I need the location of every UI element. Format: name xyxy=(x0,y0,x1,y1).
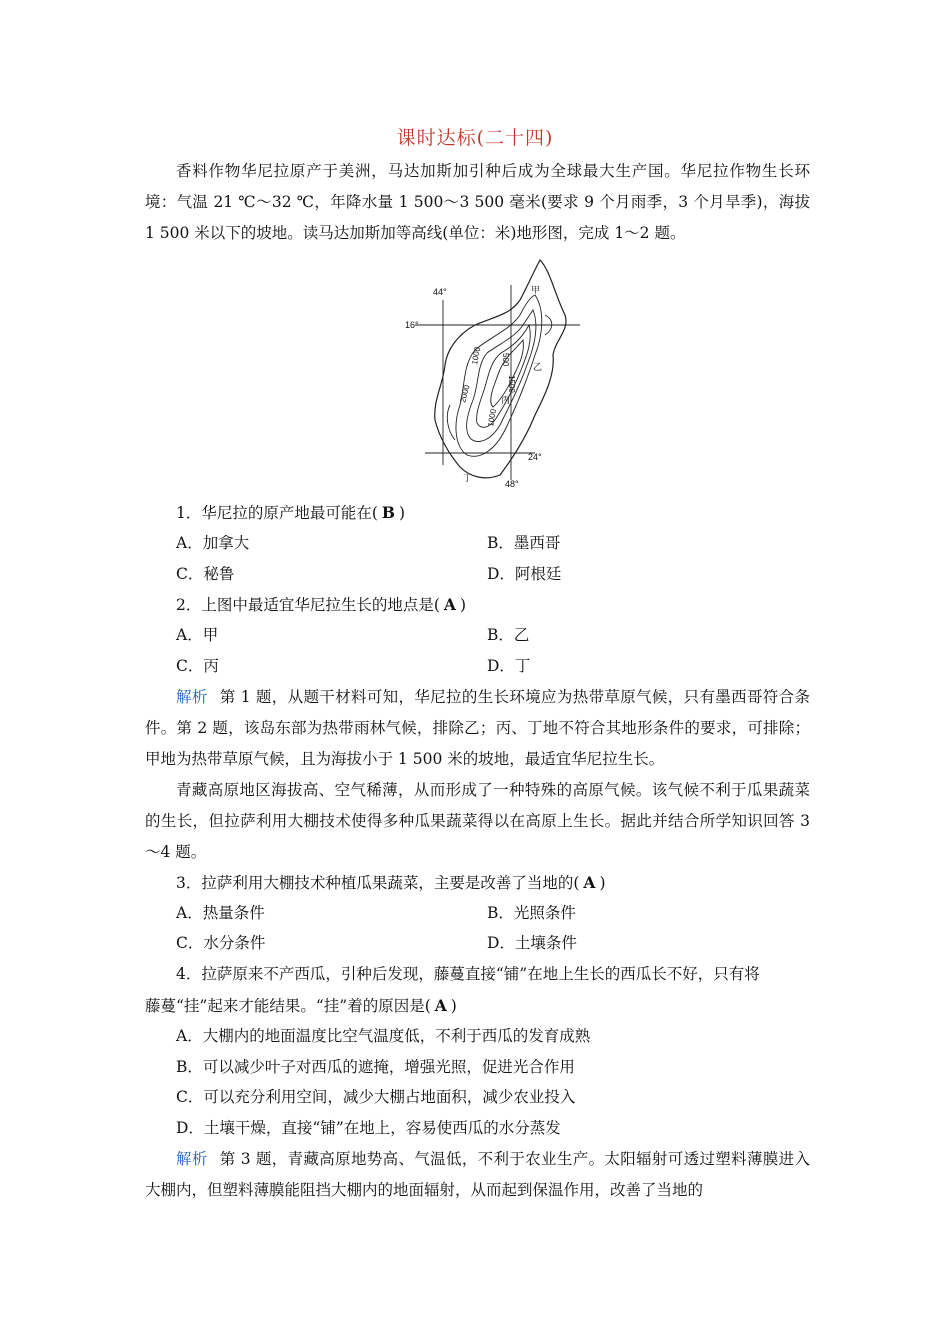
q2-option-b: B．乙 xyxy=(487,626,530,644)
point-jia: 甲 xyxy=(531,285,541,295)
question-4-close: ) xyxy=(450,997,457,1015)
q2-option-a: A．甲 xyxy=(176,626,219,644)
question-4-answer: A xyxy=(434,996,447,1015)
madagascar-contour-map xyxy=(405,255,585,495)
q3-option-b: B．光照条件 xyxy=(487,904,576,922)
explanation-1-label: 解析 xyxy=(176,688,208,706)
label-24: 24° xyxy=(528,452,542,462)
question-3 xyxy=(176,867,606,899)
page-title: 课时达标(二十四) xyxy=(396,127,554,149)
point-yi: 乙 xyxy=(533,362,543,372)
q1-option-d: D．阿根廷 xyxy=(487,565,562,583)
q1-option-b: B．墨西哥 xyxy=(487,534,561,552)
q4-option-b: B．可以减少叶子对西瓜的遮掩，增强光照，促进光合作用 xyxy=(176,1058,575,1076)
q4-option-a: A．大棚内的地面温度比空气温度低，不利于西瓜的发育成熟 xyxy=(176,1027,591,1045)
label-16: 16° xyxy=(405,320,419,330)
point-bing: 丙 xyxy=(501,395,511,405)
contour-label-1000-top: 1000 xyxy=(470,346,483,366)
contour-label-1000: 1000 xyxy=(486,408,499,428)
intro-paragraph-2: 青藏高原地区海拔高、空气稀薄，从而形成了一种特殊的高原气候。该气候不利于瓜果蔬菜的生长，但拉萨利用大棚技术使得多种瓜果蔬菜得以在高原上生长。据此并结合所学知识回答 3～4 题。 xyxy=(145,781,810,861)
question-1-answer: B xyxy=(381,503,396,522)
contour-500 xyxy=(456,295,542,456)
intro-paragraph-1: 香料作物华尼拉原产于美洲，马达加斯加引种后成为全球最大生产国。华尼拉作物生长环境：气温 21 ℃～32 ℃，年降水量 1 500～3 500 毫米(要求 9 个月雨季，3 个月旱季)，海拔 1 500 米以下的坡地。读马达加斯加等高线(单位：米)地形图，完成 1～2 题。 xyxy=(145,162,810,242)
question-2-answer: A xyxy=(443,595,456,614)
q2-option-d: D．丁 xyxy=(487,657,531,675)
question-1-close: ) xyxy=(399,504,406,522)
label-44: 44° xyxy=(433,287,447,297)
question-3-stem: 3．拉萨利用大棚技术种植瓜果蔬菜，主要是改善了当地的( xyxy=(176,874,580,892)
q2-option-c: C．丙 xyxy=(176,657,219,675)
label-48: 48° xyxy=(505,479,519,489)
explanation-2 xyxy=(145,1144,810,1206)
question-3-close: ) xyxy=(599,874,606,892)
q4-option-d: D．土壤干燥，直接“铺”在地上，容易使西瓜的水分蒸发 xyxy=(176,1119,561,1137)
question-1 xyxy=(176,497,405,529)
q3-option-d: D．土壤条件 xyxy=(487,934,577,952)
explanation-2-label: 解析 xyxy=(176,1150,208,1168)
question-4-line-2 xyxy=(145,990,457,1022)
question-4-line-1: 4．拉萨原来不产西瓜，引种后发现，藤蔓直接“铺”在地上生长的西瓜长不好，只有将 xyxy=(176,965,760,983)
q3-option-c: C．水分条件 xyxy=(176,934,266,952)
point-ding: 丁 xyxy=(463,473,473,483)
explanation-1 xyxy=(145,682,810,775)
q1-option-a: A．加拿大 xyxy=(176,534,250,552)
question-3-answer: A xyxy=(583,873,596,892)
question-1-stem: 1．华尼拉的原产地最可能在( xyxy=(176,504,378,522)
contour-label-1500: 1500 xyxy=(507,375,516,393)
explanation-2-text: 第 3 题，青藏高原地势高、气温低，不利于农业生产。太阳辐射可透过塑料薄膜进入大棚内，但塑料薄膜能阻挡大棚内的地面辐射，从而起到保温作用，改善了当地的 xyxy=(145,1150,810,1199)
contour-label-500: 500 xyxy=(501,353,510,367)
q4-option-c: C．可以充分利用空间，减少大棚占地面积，减少农业投入 xyxy=(176,1088,576,1106)
question-2-stem: 2．上图中最适宜华尼拉生长的地点是( xyxy=(176,596,440,614)
contour-label-2000: 2000 xyxy=(458,383,472,404)
q1-option-c: C．秘鲁 xyxy=(176,565,235,583)
explanation-1-text: 第 1 题，从题干材料可知，华尼拉的生长环境应为热带草原气候，只有墨西哥符合条件。第 2 题，该岛东部为热带雨林气候，排除乙；丙、丁地不符合其地形条件的要求，可排除；甲地为热带草原气候，且为海拔小于 1 500 米的坡地，最适宜华尼拉生长。 xyxy=(145,688,810,768)
contour-west xyxy=(447,405,455,440)
question-2 xyxy=(176,589,466,621)
q3-option-a: A．热量条件 xyxy=(176,904,265,922)
question-4-stem: 藤蔓“挂”起来才能结果。“挂”着的原因是( xyxy=(145,997,431,1015)
question-2-close: ) xyxy=(459,596,467,614)
